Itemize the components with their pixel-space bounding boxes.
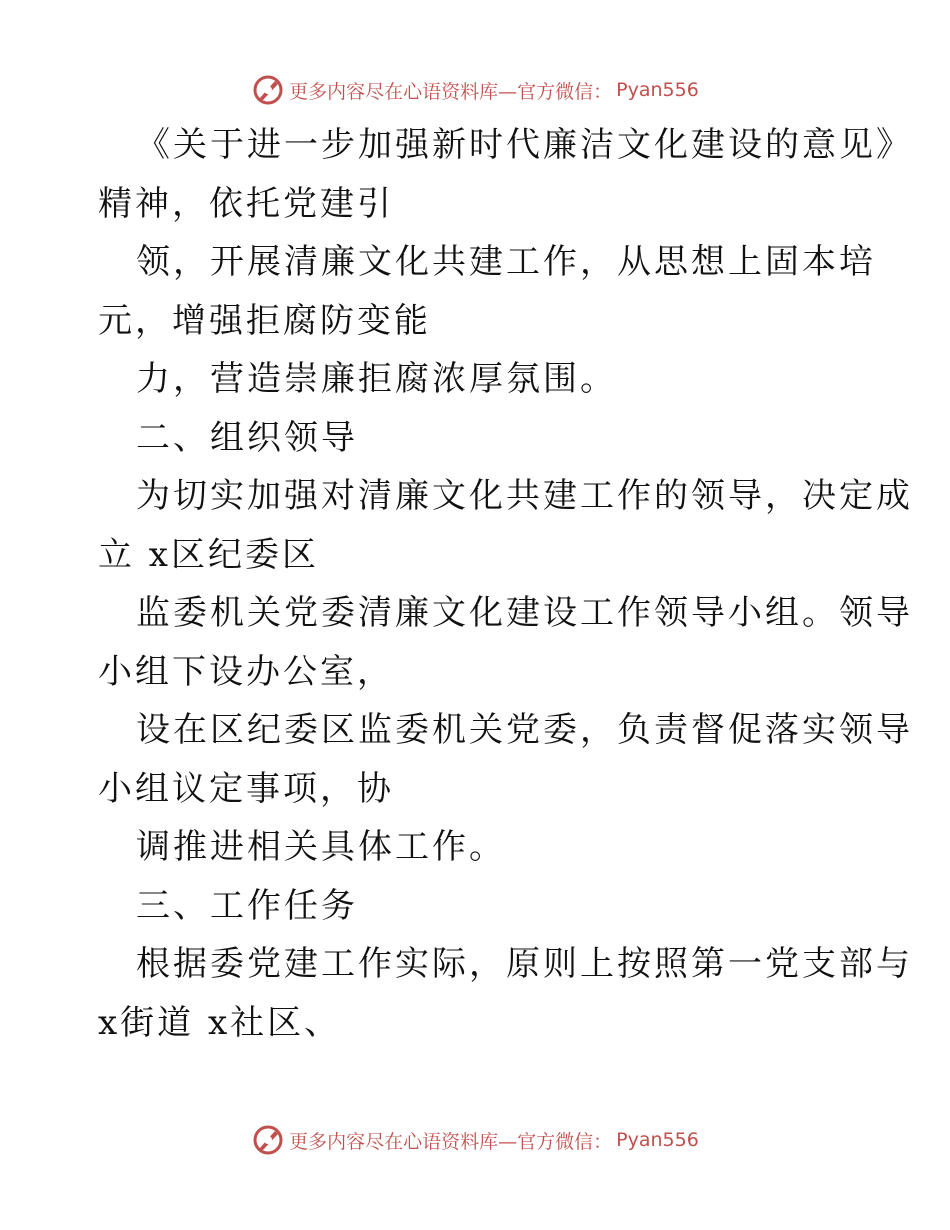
body-line: 立 x区纪委区	[98, 534, 319, 575]
watermark-text: 更多内容尽在心语资料库—官方微信：	[289, 80, 613, 103]
body-line: 为切实加强对清廉文化共建工作的领导，决定成	[136, 476, 913, 516]
quill-circle-icon	[251, 1123, 285, 1157]
section-heading: 三、工作任务	[136, 885, 358, 926]
body-line: 根据委党建工作实际，原则上按照第一党支部与	[136, 944, 913, 984]
quill-circle-icon	[251, 73, 285, 107]
body-line: 调推进相关具体工作。	[136, 827, 506, 867]
body-line: 元，增强拒腐防变能	[98, 300, 431, 341]
footer-watermark-banner	[0, 1120, 950, 1160]
body-line: 力，营造崇廉拒腐浓厚氛围。	[136, 359, 617, 399]
header-watermark-banner	[0, 70, 950, 110]
body-line: 监委机关党委清廉文化建设工作领导小组。领导	[136, 593, 913, 633]
body-line: 《关于进一步加强新时代廉洁文化建设的意见》	[136, 125, 913, 165]
watermark-wechat-id: Pyan556	[616, 79, 699, 101]
body-line: 领，开展清廉文化共建工作，从思想上固本培	[136, 242, 876, 282]
watermark-text: 更多内容尽在心语资料库—官方微信：	[289, 1130, 613, 1153]
body-line: 设在区纪委区监委机关党委，负责督促落实领导	[136, 710, 913, 750]
watermark-wechat-id: Pyan556	[616, 1129, 699, 1151]
section-heading: 二、组织领导	[136, 417, 358, 458]
body-line: x街道 x社区、	[98, 1002, 342, 1043]
body-line: 小组下设办公室，	[98, 651, 394, 692]
body-line: 精神，依托党建引	[98, 183, 394, 224]
body-line: 小组议定事项，协	[98, 768, 394, 809]
document-body	[98, 116, 913, 1052]
